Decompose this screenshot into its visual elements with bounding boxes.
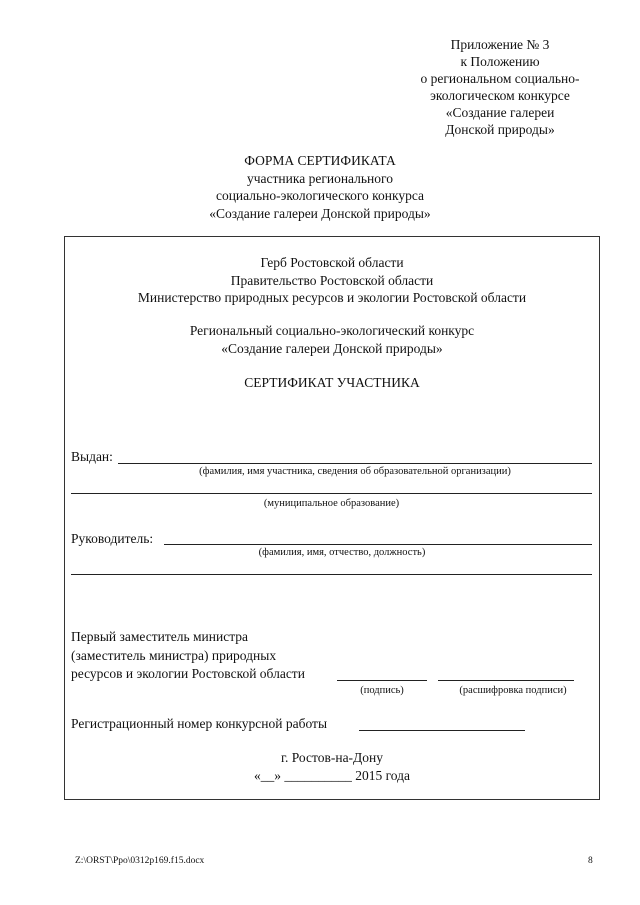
certificate-header [64,254,600,307]
municipality-caption: (муниципальное образование) [263,498,400,509]
appendix-line: к Положению [460,54,540,69]
ministry-line: Министерство природных ресурсов и экологии Ростовской области [137,290,527,305]
contest-name [64,322,600,357]
appendix-line: Донской природы» [445,122,555,137]
form-title-line: ФОРМА СЕРТИФИКАТА [244,153,396,168]
appendix-note [380,36,620,138]
issued-label: Выдан: [71,449,113,464]
appendix-line: Приложение № 3 [450,37,550,52]
city-text: г. Ростов-на-Дону [280,750,383,765]
signatory-line-2: (заместитель министра) природных [71,648,277,663]
supervisor-label: Руководитель: [71,531,154,546]
issued-caption: (фамилия, имя участника, сведения об образовательной организации) [199,466,511,477]
signature-caption: (подпись) [360,685,404,696]
form-title-line: «Создание галереи Донской природы» [209,205,431,221]
date-line: «__» __________ 2015 года [253,767,411,783]
city-date-block [64,749,600,784]
signatory-line-3: ресурсов и экологии Ростовской области [71,666,305,681]
form-title-line: социально-экологического конкурса [215,188,425,203]
decoding-field-line[interactable] [438,680,574,681]
signatory-line-1: Первый заместитель министра [71,629,249,644]
decoding-caption: (расшифровка подписи) [459,685,567,696]
appendix-line: «Создание галереи [445,105,555,120]
contest-line: «Создание галереи Донской природы» [221,340,443,356]
appendix-line: о региональном социально- [420,71,580,86]
form-title [0,152,640,222]
appendix-line: экологическом конкурсе [430,88,570,103]
coat-of-arms-line: Герб Ростовской области [260,255,404,270]
registration-label: Регистрационный номер конкурсной работы [71,716,328,731]
file-path: Z:\ORST\Ppo\0312p169.f15.docx [75,856,205,866]
form-title-line: участника регионального [246,170,393,186]
supervisor-caption: (фамилия, имя, отчество, должность) [258,547,426,558]
certificate-title-text: СЕРТИФИКАТ УЧАСТНИКА [244,375,420,390]
registration-field-line[interactable] [359,730,525,731]
government-line: Правительство Ростовской области [230,272,434,288]
certificate-title [64,374,600,392]
contest-line: Региональный социально-экологический конкурс [189,323,475,338]
supervisor-extra-line[interactable] [71,574,592,575]
supervisor-field-line[interactable] [164,544,592,545]
issued-field-line[interactable] [118,463,592,464]
signature-field-line[interactable] [337,680,427,681]
page-number: 8 [588,856,593,866]
municipality-field-line[interactable] [71,493,592,494]
